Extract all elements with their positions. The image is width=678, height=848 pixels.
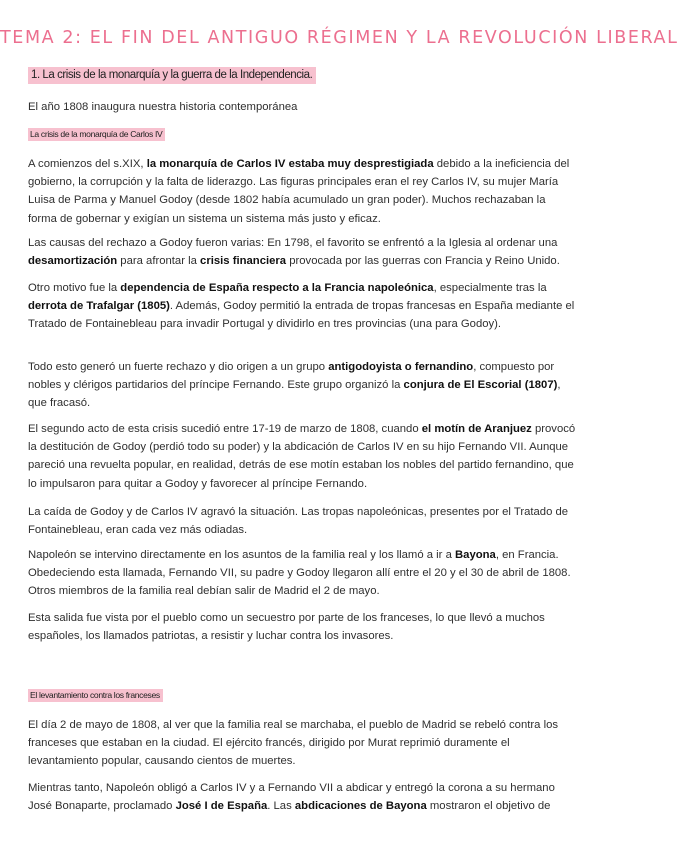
paragraph-9: El día 2 de mayo de 1808, al ver que la familia real se marchaba, el pueblo de Madrid se rebeló contra los franceses que estaban en la ciudad. El ejército francés, dirigido por Murat reprimió duramente el levantamiento popular, causando cientos de muertes. [28, 719, 559, 768]
intro-paragraph: El año 1808 inaugura nuestra historia contemporánea [28, 101, 298, 113]
paragraph-6: La caída de Godoy y de Carlos IV agravó la situación. Las tropas napoleónicas, presentes por el Tratado de Fontainebleau, eran cada vez más odiadas. [28, 506, 569, 537]
subheading-crisis-monarquia: La crisis de la monarquía de Carlos IV [28, 128, 165, 141]
paragraph-2: Las causas del rechazo a Godoy fueron varias: En 1798, el favorito se enfrentó a la Iglesia al ordenar una desamortización para afrontar la crisis financiera provocada por las guerras con Francia y Reino Unido. [28, 237, 560, 268]
paragraph-3: Otro motivo fue la dependencia de España respecto a la Francia napoleónica, especialmente tras la derrota de Trafalgar (1805). Además, Godoy permitió la entrada de tropas francesas en España mediante el Tratado de Fontainebleau para invadir Portugal y dividirlo en tres provincias (una para Godoy). [28, 282, 575, 331]
paragraph-5: El segundo acto de esta crisis sucedió entre 17-19 de marzo de 1808, cuando el motín de Aranjuez provocó la destitución de Godoy (perdió todo su poder) y la abdicación de Carlos IV en su hijo Fernando VII. Aunque pareció una revuelta popular, en realidad, detrás de ese motín estaban los nobles del partido fernandino, que lo impulsaron para quitar a Godoy y favorecer al príncipe Fernando. [28, 423, 576, 490]
paragraph-4: Todo esto generó un fuerte rechazo y dio origen a un grupo antigodoyista o fernandino, compuesto por nobles y clérigos partidarios del príncipe Fernando. Este grupo organizó la conjura de El Escorial (1807), que fracasó. [28, 361, 561, 410]
paragraph-10: Mientras tanto, Napoleón obligó a Carlos IV y a Fernando VII a abdicar y entregó la corona a su hermano José Bonaparte, proclamado José I de España. Las abdicaciones de Bayona mostraron el objetivo de [28, 782, 555, 813]
paragraph-8: Esta salida fue vista por el pueblo como un secuestro por parte de los franceses, lo que llevó a muchos españoles, los llamados patriotas, a resistir y luchar contra los invasores. [28, 612, 545, 643]
paragraph-7: Napoleón se intervino directamente en los asuntos de la familia real y los llamó a ir a Bayona, en Francia. Obedeciendo esta llamada, Fernando VII, su padre y Godoy llegaron allí entre el 20 y el 30 de abril de 1808. Otros miembros de la familia real debían salir de Madrid el 2 de mayo. [28, 549, 571, 598]
document-title: TEMA 2: EL FIN DEL ANTIGUO RÉGIMEN Y LA REVOLUCIÓN LIBERAL [0, 28, 678, 48]
paragraph-1: A comienzos del s.XIX, la monarquía de Carlos IV estaba muy desprestigiada debido a la ineficiencia del gobierno, la corrupción y la falta de liderazgo. Las figuras principales eran el rey Carlos IV, su mujer María Luisa de Parma y Manuel Godoy (desde 1802 había acumulado un gran poder). Muchos rechazaban la forma de gobernar y exigían un sistema un sistema más justo y eficaz. [28, 158, 570, 225]
subheading-levantamiento: El levantamiento contra los franceses [28, 689, 163, 702]
section-heading: 1. La crisis de la monarquía y la guerra de la Independencia. [28, 67, 316, 84]
